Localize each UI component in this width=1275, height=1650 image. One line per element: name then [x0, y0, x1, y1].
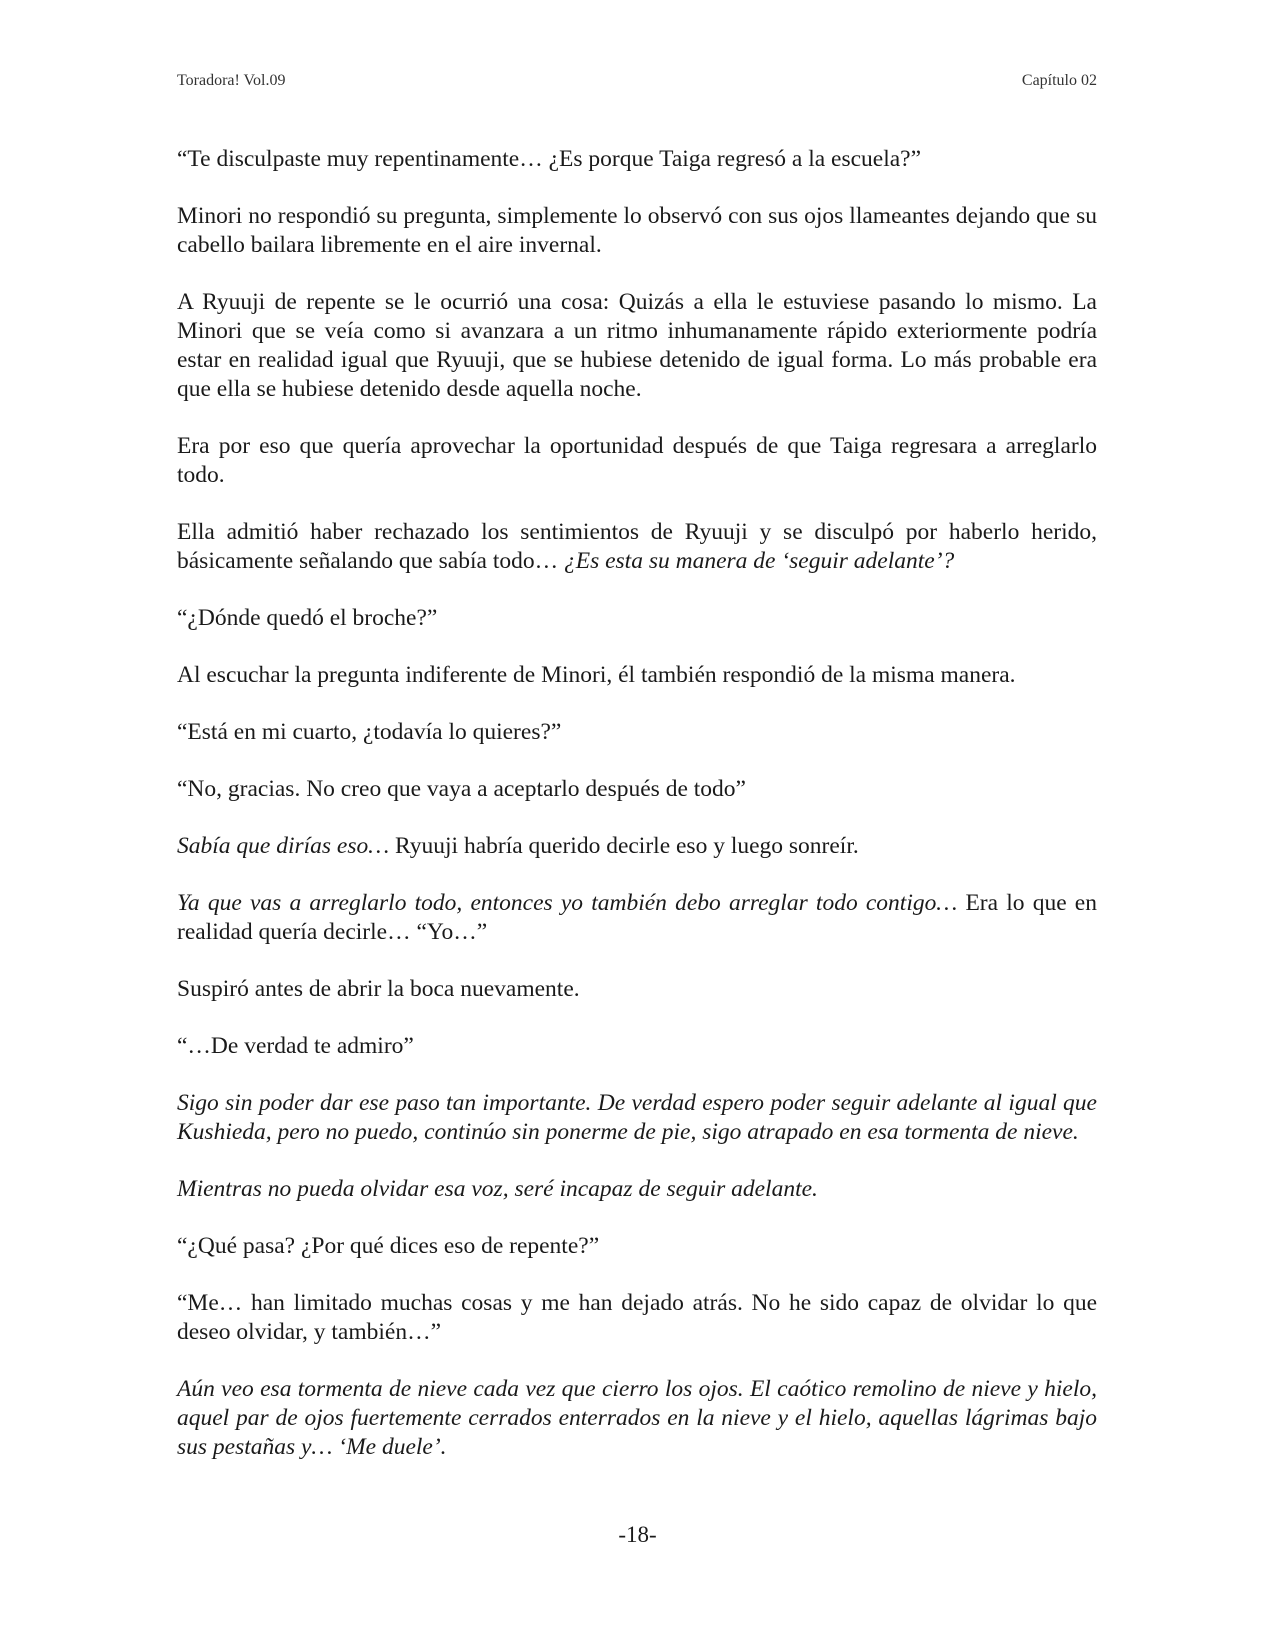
- paragraph: [177, 718, 1097, 747]
- paragraph: [177, 832, 1097, 861]
- text-run: A Ryuuji de repente se le ocurrió una cosa: Quizás a ella le estuviese pasando lo mismo. La Minori que se veía como si avanzara a un ritmo inhumanamente rápido exteriormente podría estar en realidad igual que Ryuuji, que se hubiese detenido de igual forma. Lo más probable era que ella se hubiese detenido desde aquella noche.: [177, 289, 1097, 402]
- text-run: Ryuuji habría querido decirle eso y luego sonreír.: [389, 833, 859, 859]
- text-run: Minori no respondió su pregunta, simplemente lo observó con sus ojos llameantes dejando que su cabello bailara libremente en el aire invernal.: [177, 203, 1097, 258]
- paragraph: [177, 1175, 1097, 1204]
- paragraph: [177, 1375, 1097, 1462]
- text-run: Era lo que en realidad quería decirle… “Yo…”: [177, 890, 1097, 945]
- header-book-title: Toradora! Vol.09: [177, 72, 286, 89]
- paragraph: [177, 432, 1097, 490]
- text-run: “Me… han limitado muchas cosas y me han dejado atrás. No he sido capaz de olvidar lo que deseo olvidar, y también…”: [177, 1290, 1097, 1345]
- text-run: “No, gracias. No creo que vaya a aceptarlo después de todo”: [177, 776, 746, 802]
- paragraph: [177, 1032, 1097, 1061]
- paragraph: [177, 1289, 1097, 1347]
- paragraph: [177, 1232, 1097, 1261]
- text-run: Era por eso que quería aprovechar la oportunidad después de que Taiga regresara a arreglarlo todo.: [177, 433, 1097, 488]
- paragraph: [177, 604, 1097, 633]
- text-run: “¿Dónde quedó el broche?”: [177, 605, 438, 631]
- paragraph: [177, 202, 1097, 260]
- italic-text: Sigo sin poder dar ese paso tan importante. De verdad espero poder seguir adelante al igual que Kushieda, pero no puedo, continúo sin ponerme de pie, sigo atrapado en esa tormenta de nieve.: [177, 1090, 1097, 1145]
- text-run: “¿Qué pasa? ¿Por qué dices eso de repente?”: [177, 1233, 600, 1259]
- text-run: Ella admitió haber rechazado los sentimientos de Ryuuji y se disculpó por haberlo herido, básicamente señalando que sabía todo…: [177, 519, 1097, 574]
- paragraph: [177, 975, 1097, 1004]
- paragraph: [177, 775, 1097, 804]
- text-run: Suspiró antes de abrir la boca nuevamente.: [177, 976, 580, 1002]
- paragraph: [177, 145, 1097, 174]
- text-run: Al escuchar la pregunta indiferente de Minori, él también respondió de la misma manera.: [177, 662, 1016, 688]
- paragraph: [177, 889, 1097, 947]
- paragraph: [177, 288, 1097, 404]
- page-number: -18-: [618, 1522, 657, 1547]
- italic-text: Aún veo esa tormenta de nieve cada vez que cierro los ojos. El caótico remolino de nieve y hielo, aquel par de ojos fuertemente cerrados enterrados en la nieve y el hielo, aquellas lágrimas bajo sus pestañas y… ‘Me duele’.: [177, 1376, 1097, 1460]
- italic-text: Sabía que dirías eso…: [177, 833, 390, 859]
- text-run: “…De verdad te admiro”: [177, 1033, 414, 1059]
- paragraph: [177, 1089, 1097, 1147]
- italic-text: Mientras no pueda olvidar esa voz, seré incapaz de seguir adelante.: [177, 1176, 818, 1202]
- italic-text: ¿Es esta su manera de ‘seguir adelante’?: [563, 548, 955, 574]
- text-run: “Te disculpaste muy repentinamente… ¿Es porque Taiga regresó a la escuela?”: [177, 146, 922, 172]
- paragraph: [177, 518, 1097, 576]
- italic-text: Ya que vas a arreglarlo todo, entonces yo también debo arreglar todo contigo…: [177, 890, 958, 916]
- paragraph: [177, 661, 1097, 690]
- page-header: [177, 72, 1097, 90]
- header-chapter: Capítulo 02: [1021, 72, 1097, 89]
- body-text: [177, 145, 1097, 1490]
- text-run: “Está en mi cuarto, ¿todavía lo quieres?”: [177, 719, 562, 745]
